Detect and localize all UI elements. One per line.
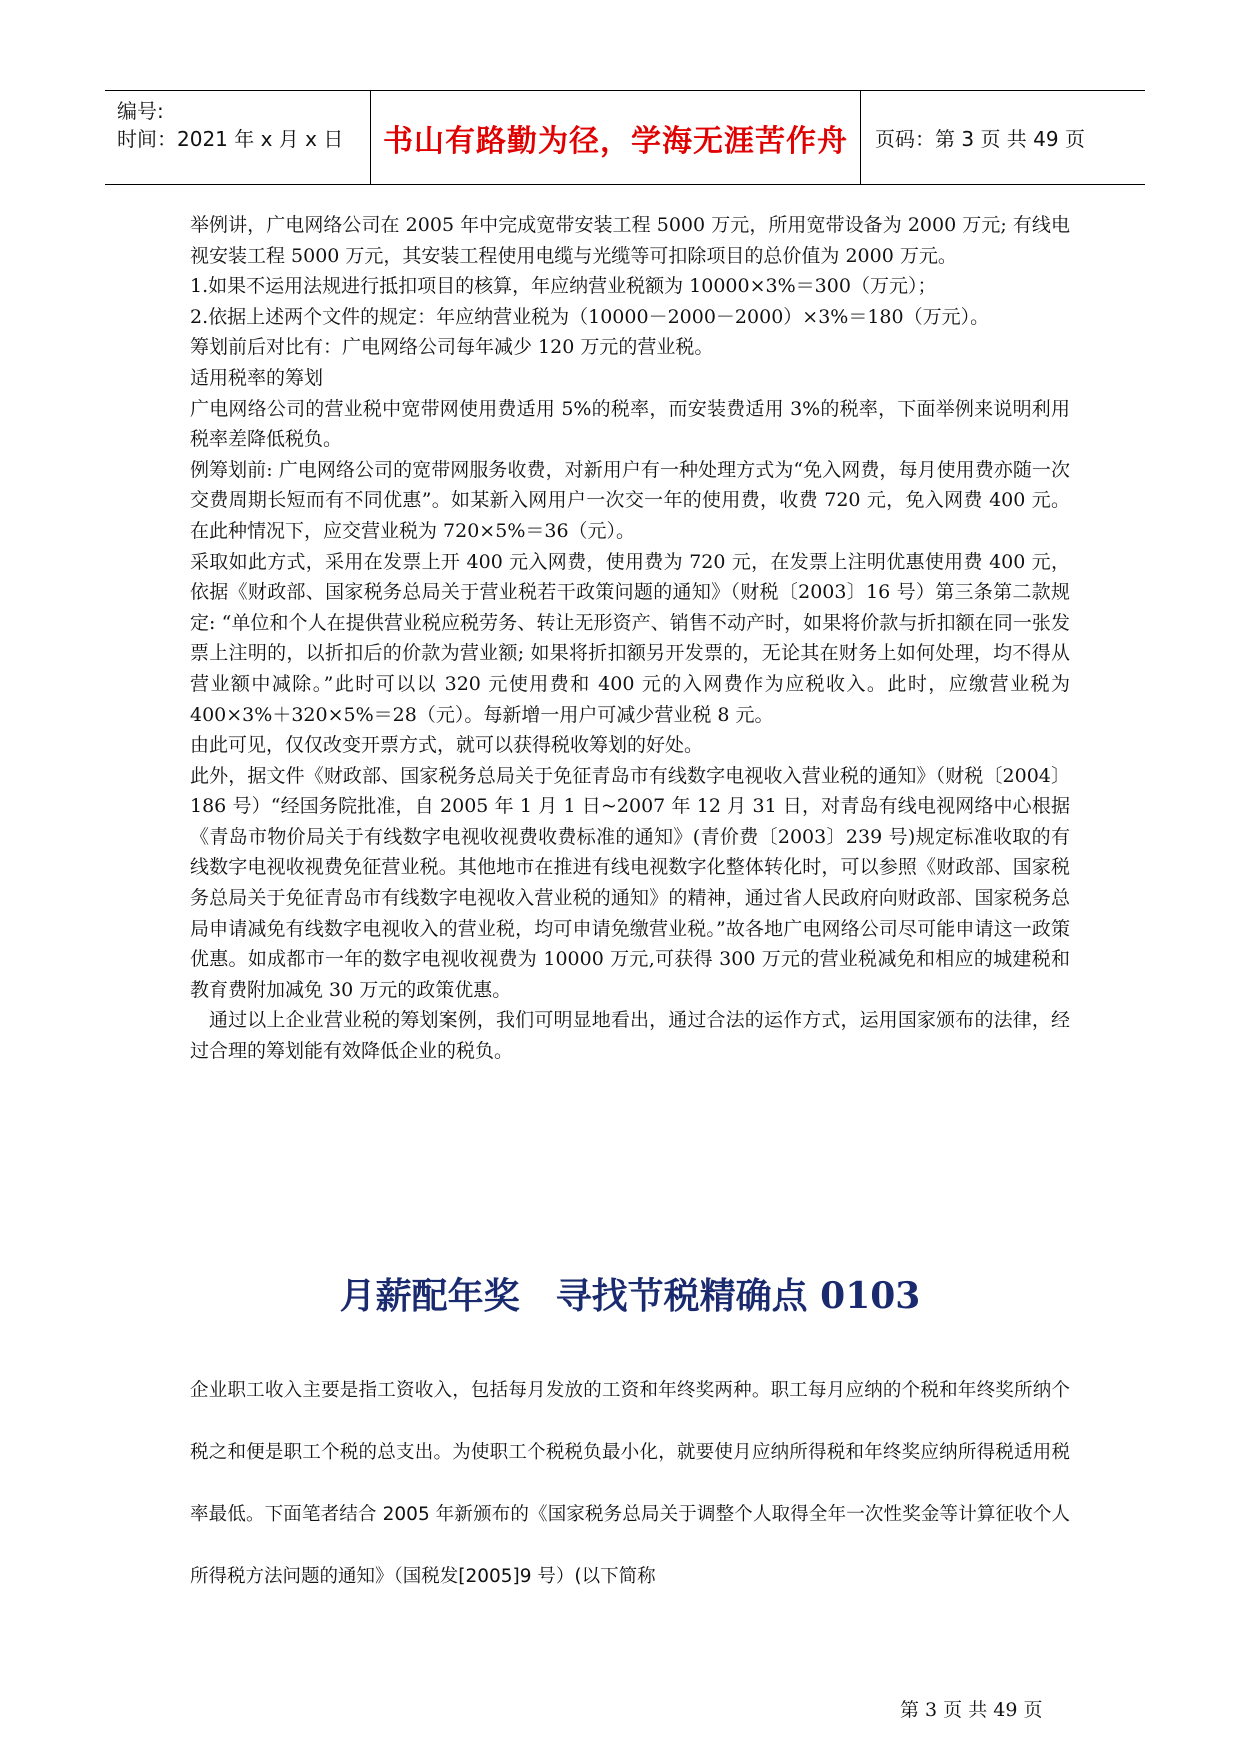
- paragraph: 2.依据上述两个文件的规定：年应纳营业税为（10000－2000－2000）×3%＝180（万元）。: [190, 305, 990, 328]
- page-footer: 第 3 页 共 49 页: [900, 1699, 1043, 1721]
- body-text: [190, 210, 1070, 1067]
- paragraph: 举例讲，广电网络公司在 2005 年中完成宽带安装工程 5000 万元，所用宽带设备为 2000 万元; 有线电视安装工程 5000 万元，其安装工程使用电缆与光缆等可扣除项目的总价值为 2000 万元。: [190, 214, 1070, 267]
- page-header: [105, 90, 1145, 185]
- section-title: 月薪配年奖 寻找节税精确点 0103: [339, 1275, 921, 1317]
- section-paragraph: 企业职工收入主要是指工资收入，包括每月发放的工资和年终奖两种。职工每月应纳的个税和年终奖所纳个税之和便是职工个税的总支出。为使职工个税税负最小化，就要使月应纳所得税和年终奖应纳所得税适用税率最低。下面笔者结合 2005 年新颁布的《国家税务总局关于调整个人取得全年一次性奖金等计算征收个人所得税方法问题的通知》（国税发[2005]9 号）(以下简称: [190, 1380, 1070, 1587]
- paragraph: 通过以上企业营业税的筹划案例，我们可明显地看出，通过合法的运作方式，运用国家颁布的法律，经过合理的筹划能有效降低企业的税负。: [190, 1009, 1070, 1063]
- paragraph: 筹划前后对比有：广电网络公司每年减少 120 万元的营业税。: [190, 336, 714, 359]
- header-meta: [117, 91, 367, 184]
- header-motto: 书山有路勤为径，学海无涯苦作舟: [383, 123, 848, 159]
- paragraph: 广电网络公司的营业税中宽带网使用费适用 5%的税率，而安装费适用 3%的税率，下面举例来说明利用税率差降低税负。: [190, 397, 1070, 451]
- time-label: 时间：2021 年 x 月 x 日: [117, 127, 344, 151]
- paragraph: 适用税率的筹划: [190, 366, 324, 389]
- header-page-label: 页码：第 3 页 共 49 页: [875, 127, 1085, 151]
- paragraph: 1.如果不运用法规进行抵扣项目的核算，年应纳营业税额为 10000×3%＝300（万元）；: [190, 275, 937, 298]
- section-text: [190, 1360, 1070, 1608]
- paragraph: 例筹划前: 广电网络公司的宽带网服务收费，对新用户有一种处理方式为“免入网费，每月使用费亦随一次交费周期长短而有不同优惠”。如某新入网用户一次交一年的使用费，收费 720 元，免入网费 400 元。在此种情况下，应交营业税为 720×5%＝36（元）。: [190, 458, 1070, 542]
- paragraph: 此外，据文件《财政部、国家税务总局关于免征青岛市有线数字电视收入营业税的通知》（财税〔2004〕186 号）“经国务院批准，自 2005 年 1 月 1 日~2007 年 12 月 31 日，对青岛有线电视网络中心根据《青岛市物价局关于有线数字电视收视费收费标准的通知》(青价费〔2003〕239 号)规定标准收取的有线数字电视收视费免征营业税。其他地市在推进有线电视数字化整体转化时，可以参照《财政部、国家税务总局关于免征青岛市有线数字电视收入营业税的通知》的精神，通过省人民政府向财政部、国家税务总局申请减免有线数字电视收入的营业税，均可申请免缴营业税。”故各地广电网络公司尽可能申请这一政策优惠。如成都市一年的数字电视收视费为 10000 万元,可获得 300 万元的营业税减免和相应的城建税和教育费附加减免 30 万元的政策优惠。: [190, 764, 1070, 1001]
- paragraph: 由此可见，仅仅改变开票方式，就可以获得税收筹划的好处。: [190, 734, 704, 757]
- paragraph: 采取如此方式，采用在发票上开 400 元入网费，使用费为 720 元，在发票上注明优惠使用费 400 元，依据《财政部、国家税务总局关于营业税若干政策问题的通知》（财税〔2003〕16 号）第三条第二款规定: “单位和个人在提供营业税应税劳务、转让无形资产、销售不动产时，如果将价款与折扣额在同一张发票上注明的，以折扣后的价款为营业额; 如果将折扣额另开发票的，无论其在财务上如何处理，均不得从营业额中减除。”此时可以以 320 元使用费和 400 元的入网费作为应税收入。此时，应缴营业税为 400×3%＋320×5%＝28（元）。每新增一用户可减少营业税 8 元。: [190, 550, 1070, 726]
- number-label: 编号:: [117, 99, 164, 123]
- header-divider: [860, 91, 861, 184]
